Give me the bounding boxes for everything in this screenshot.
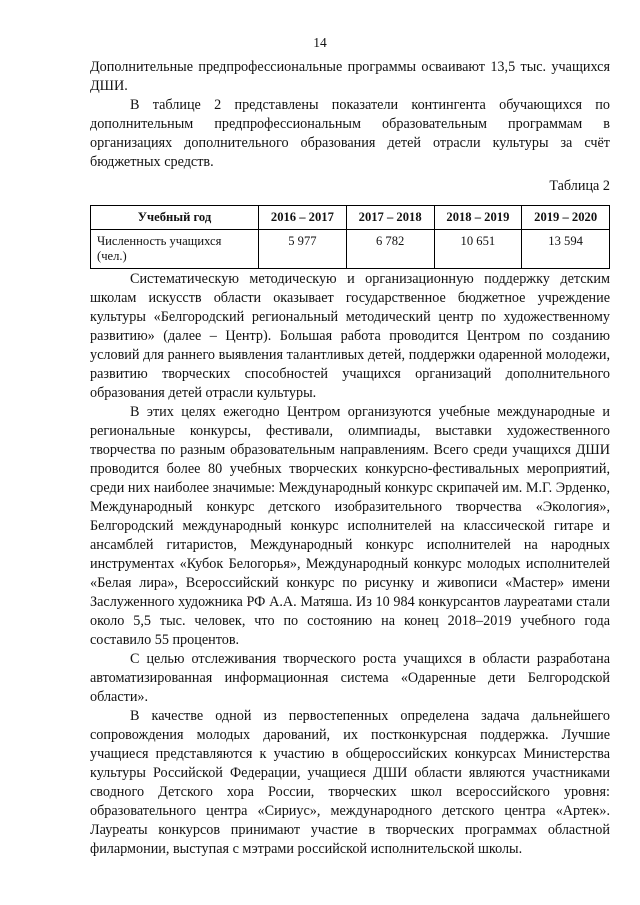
paragraph-talent-support: В качестве одной из первостепенных определена задача дальнейшего сопровождения молодых дарований, их постконкурсная поддержка. Лучшие учащиеся представляются к участию в общероссийских конкурсах Министерства культуры Российской Федерации, учащиеся ДШИ области являются участниками сводного Детского хора России, творческих школ всероссийского уровня: образовательного центра «Сириус», международного детского центра «Артек». Лауреаты конкурсов принимают участие в творческих программах областной филармонии, выступая с мэтрами российской исполнительской школы. [90, 708, 610, 857]
intro-block [90, 58, 610, 172]
paragraph-competitions: В этих целях ежегодно Центром организуются учебные международные и региональные конкурсы, фестивали, олимпиады, выставки художественного творчества по разным образовательным направлениям. Всего среди учащихся ДШИ проводится более 80 учебных творческих конкурсно-фестивальных мероприятий, среди них наиболее значимые: Международный конкурс скрипачей им. М.Г. Эрденко, Международный конкурс детского изобразительного творчества «Экология», Белгородский международный конкурс исполнителей на классической гитаре и ансамблей гитаристов, Международный конкурс исполнителей на народных инструментах «Кубок Белогорья», Международный конкурс молодых исполнителей «Белая лира», Всероссийский конкурс по рисунку и живописи «Мастер» имени Заслуженного художника РФ А.А. Матяша. Из 10 984 конкурсантов лауреатами стали около 5,5 тыс. человек, что по состоянию на конец 2018–2019 учебного года составило 55 процентов. [90, 404, 610, 648]
table-row-label: Численность учащихся (чел.) [91, 230, 259, 269]
table-cell: 10 651 [434, 230, 522, 269]
page-number: 14 [313, 35, 327, 50]
table-cell: 5 977 [259, 230, 347, 269]
table-header-cell: 2019 – 2020 [522, 206, 610, 230]
intro-paragraph: Дополнительные предпрофессиональные программы осваивают 13,5 тыс. учащихся ДШИ. [90, 59, 610, 94]
table-caption: Таблица 2 [549, 178, 610, 194]
table-cell: 6 782 [346, 230, 434, 269]
table-header-cell: 2017 – 2018 [346, 206, 434, 230]
body-text [90, 270, 610, 859]
table-header-cell: 2016 – 2017 [259, 206, 347, 230]
table-header-row [91, 206, 610, 230]
paragraph-information-system: С целью отслеживания творческого роста учащихся в области разработана автоматизированная информационная система «Одаренные дети Белгородской области». [90, 651, 610, 705]
table-intro-paragraph: В таблице 2 представлены показатели контингента обучающихся по дополнительным предпрофессиональным образовательным программам в организациях дополнительного образования детей отрасли культуры за счёт бюджетных средств. [90, 97, 610, 170]
table-row [91, 230, 610, 269]
table-cell: 13 594 [522, 230, 610, 269]
table-header-cell: Учебный год [91, 206, 259, 230]
paragraph-methodical-support: Систематическую методическую и организационную поддержку детским школам искусств области оказывает государственное бюджетное учреждение культуры «Белгородский региональный методический центр по художественному развитию» (далее – Центр). Большая работа проводится Центром по созданию условий для раннего выявления талантливых детей, поддержки одаренной молодежи, развитию творческих способностей учащихся организаций дополнительного образования детей отрасли культуры. [90, 271, 610, 401]
contingent-table [90, 205, 610, 269]
table-header-cell: 2018 – 2019 [434, 206, 522, 230]
